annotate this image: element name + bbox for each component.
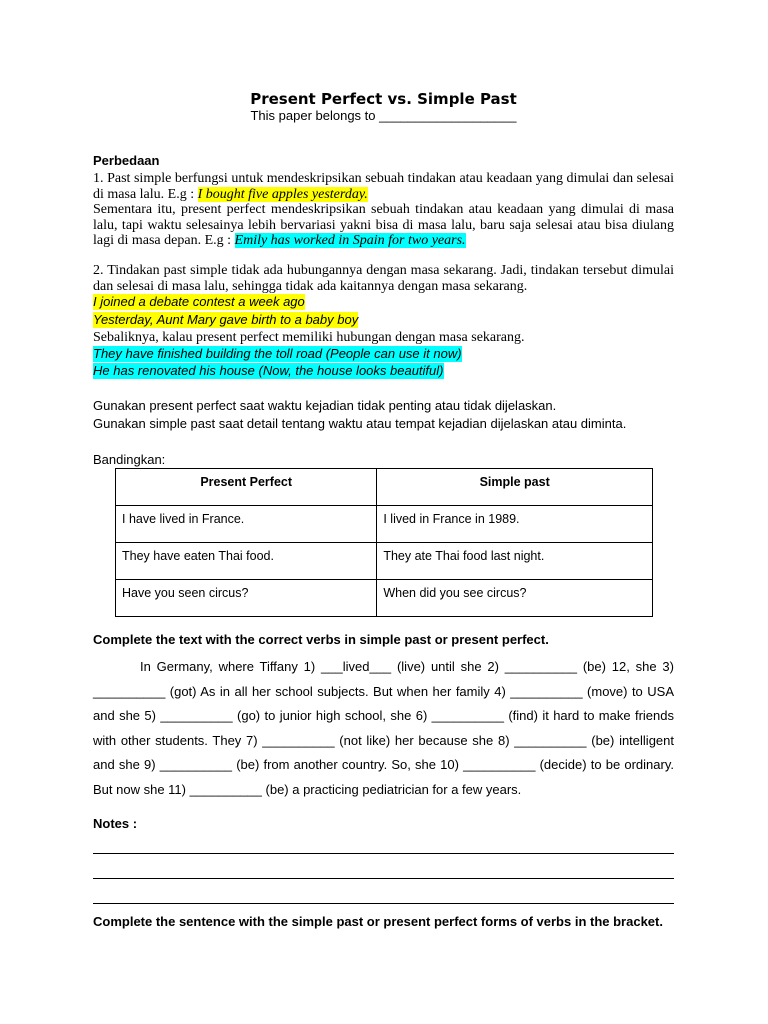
page-title: Present Perfect vs. Simple Past: [250, 90, 517, 108]
table-row: [116, 543, 653, 580]
comparison-table: [115, 468, 653, 617]
table-cell: They ate Thai food last night.: [377, 543, 653, 580]
table-cell: Have you seen circus?: [116, 580, 377, 617]
table-header-present-perfect: Present Perfect: [116, 469, 377, 506]
table-header-row: [116, 469, 653, 506]
exercise-2-instruction: Complete the sentence with the simple past or present perfect forms of verbs in the bracket.: [93, 914, 663, 929]
table-cell: When did you see circus?: [377, 580, 653, 617]
compare-label: Bandingkan:: [93, 452, 166, 467]
point-1-example: I bought five apples yesterday.: [197, 186, 368, 202]
point-2-example-1: [93, 293, 305, 311]
point-2b-example-1: [93, 345, 462, 363]
exercise-1-start: In Germany, where Tiffany 1): [140, 659, 322, 674]
perbedaan-heading: Perbedaan: [93, 153, 160, 168]
point-2b-example-2: [93, 362, 444, 380]
notes-line-2[interactable]: [93, 878, 674, 879]
exercise-1-rest: (live) until she 2) __________ (be) 12, she 3) __________ (got) As in all her school subjects. But when her family 4) __________ (move) to USA and she 5) __________ (go) to junior high school, she 6) __________ (find) it hard to make friends with other students. They 7) __________ (not like) her because she 8) __________ (be) intelligent and she 9) __________ (be) from another country. So, she 10) __________ (decide) to be ordinary. But now she 11) __________ (be) a practicing pediatrician for a few years.: [93, 659, 674, 797]
point-2-example-1-text: I joined a debate contest a week ago: [93, 294, 305, 309]
table-header-simple-past: Simple past: [377, 469, 653, 506]
notes-line-1[interactable]: [93, 853, 674, 854]
point-1b-text: Sementara itu, present perfect mendeskripsikan sebuah tindakan atau keadaan yang dimulai di masa lalu, tapi waktu selesainya lebih bervariasi yakni bisa di masa lalu, baru saja selesai atau bisa diulang lagi di masa depan. E.g :: [93, 202, 674, 248]
table-cell: I lived in France in 1989.: [377, 506, 653, 543]
usage-line-2: Gunakan simple past saat detail tentang waktu atau tempat kejadian dijelaskan atau diminta.: [93, 416, 627, 431]
notes-line-3[interactable]: [93, 903, 674, 904]
point-2b-example-2-text: He has renovated his house (Now, the house looks beautiful): [93, 363, 444, 378]
point-2-example-2: [93, 311, 358, 329]
answer-1[interactable]: ___lived___: [321, 659, 392, 674]
usage-line-1: Gunakan present perfect saat waktu kejadian tidak penting atau tidak dijelaskan.: [93, 398, 557, 413]
point-2-example-2-text: Yesterday, Aunt Mary gave birth to a baby boy: [93, 312, 359, 327]
point-2b-paragraph: Sebaliknya, kalau present perfect memiliki hubungan dengan masa sekarang.: [93, 330, 525, 345]
point-2b-example-1-text: They have finished building the toll road (People can use it now): [93, 346, 462, 361]
point-1b-paragraph: [93, 202, 674, 249]
notes-label: Notes :: [93, 816, 138, 831]
table-row: [116, 506, 653, 543]
table-cell: They have eaten Thai food.: [116, 543, 377, 580]
point-1-text: 1. Past simple berfungsi untuk mendeskripsikan sebuah tindakan atau keadaan yang dimulai dan selesai di masa lalu. E.g :: [93, 171, 674, 202]
table-row: [116, 580, 653, 617]
owner-line: This paper belongs to ___________________: [250, 108, 517, 123]
point-1b-example: Emily has worked in Spain for two years.: [234, 233, 466, 248]
exercise-1-instruction: Complete the text with the correct verbs in simple past or present perfect.: [93, 632, 549, 647]
point-1-paragraph: [93, 171, 674, 202]
table-cell: I have lived in France.: [116, 506, 377, 543]
exercise-1-paragraph: [93, 655, 674, 802]
point-2-paragraph: 2. Tindakan past simple tidak ada hubungannya dengan masa sekarang. Jadi, tindakan tersebut dimulai dan selesai di masa lalu, sehingga tidak ada kaitannya dengan masa sekarang.: [93, 263, 674, 294]
